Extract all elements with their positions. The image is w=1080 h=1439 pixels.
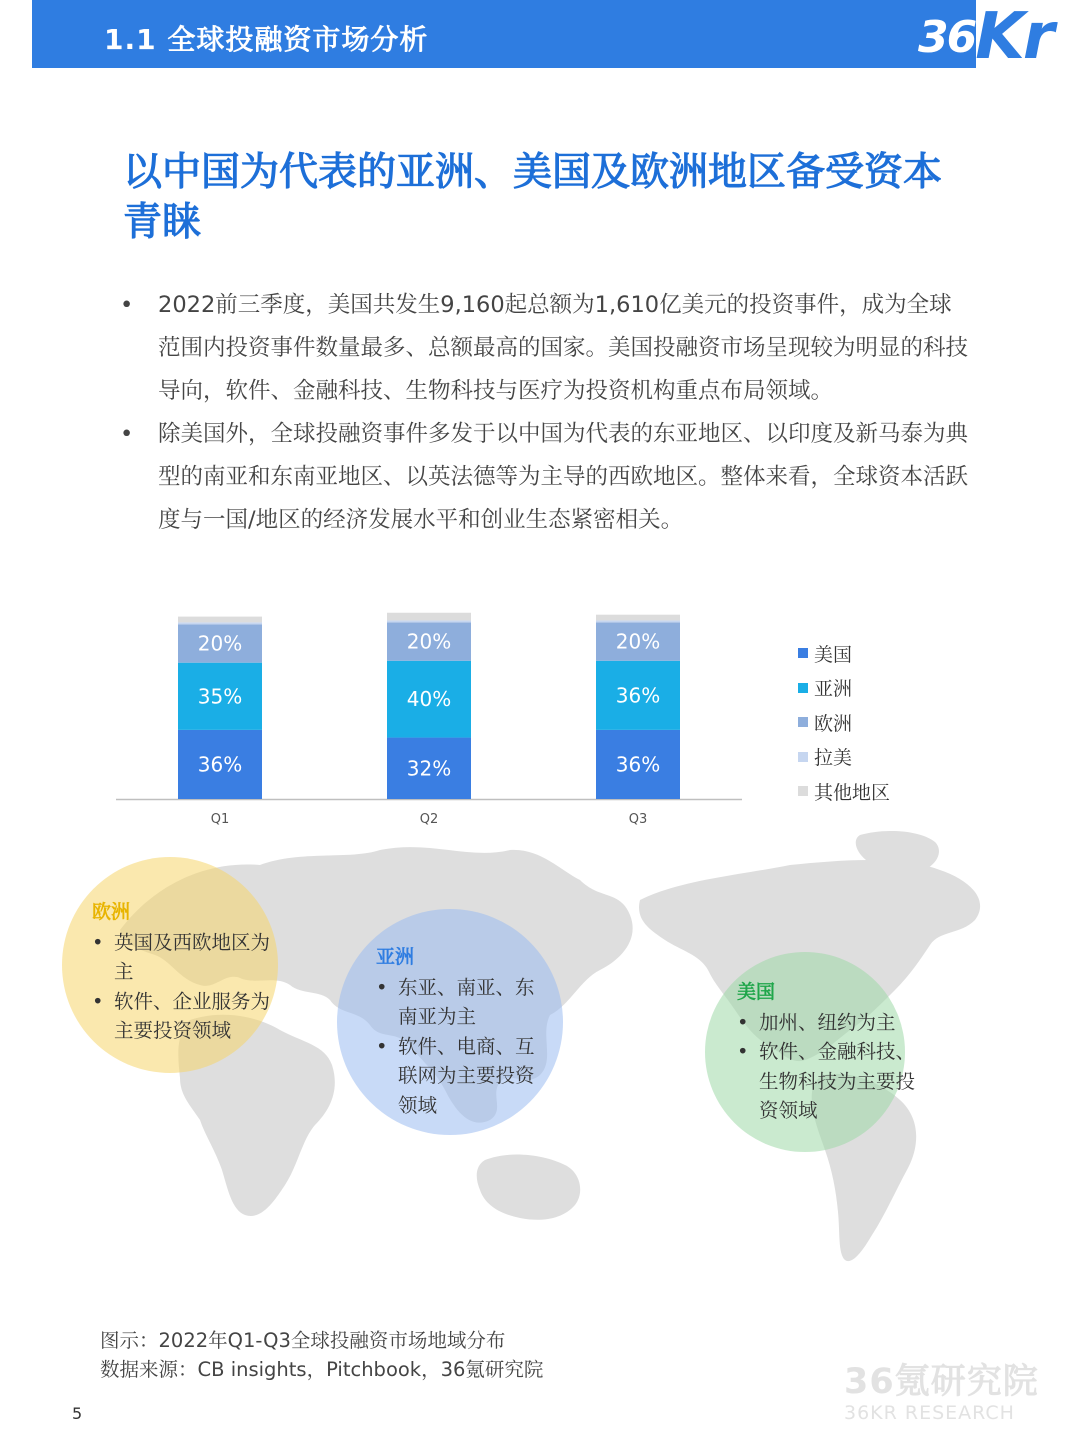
data-label: 40% [406,687,452,712]
legend-swatch [798,648,808,658]
australia-landmass [477,1155,580,1220]
asia-item-2 [376,1032,546,1121]
legend-item-europe [798,705,890,740]
bar-segment-q1-3 [178,622,262,624]
bar-segment-q2-3 [387,620,471,622]
usa-title: 美国 [737,981,776,1003]
figure-title: 图示：2022年Q1-Q3全球投融资市场地域分布 [100,1329,506,1352]
bar-segment-q2-4 [387,613,471,621]
usa-item-2 [737,1037,922,1126]
logo-number: 36 [918,12,976,63]
legend-item-latam [798,740,890,775]
europe-item-text: 英国及西欧地区为主 [114,930,271,983]
usa-item-text: 加州、纽约为主 [759,1010,896,1034]
legend-label: 其他地区 [814,781,891,804]
europe-item-text: 软件、企业服务为主要投资领域 [114,989,271,1042]
legend-label: 亚洲 [814,678,853,701]
data-label: 36% [197,752,243,777]
data-label: 20% [406,629,452,654]
legend-label: 拉美 [814,747,853,770]
bullet-dot: • [376,1034,388,1058]
figure-caption [100,1326,543,1384]
bar-segment-q1-4 [178,617,262,623]
legend-swatch [798,786,808,796]
data-label: 35% [197,684,243,709]
europe-title: 欧洲 [92,901,131,923]
bullet-dot: • [120,421,134,447]
watermark-cn: 36氪研究院 [844,1362,1039,1402]
data-label: 36% [615,683,661,708]
europe-item-1 [92,928,272,987]
chart-legend [798,636,890,809]
bullet-dot: • [737,1040,749,1063]
europe-item-2 [92,987,272,1046]
data-label: 20% [197,631,243,656]
page-headline: 以中国为代表的亚洲、美国及欧洲地区备受资本青睐 [123,150,943,245]
data-label: 32% [406,756,452,781]
legend-label: 美国 [814,643,853,666]
x-tick-label: Q3 [628,812,648,827]
data-label: 20% [615,629,661,654]
logo-letters: Kr [975,0,1053,74]
legend-swatch [798,752,808,762]
bullet-dot: • [120,292,134,318]
x-tick-label: Q2 [419,812,439,827]
data-label: 36% [615,752,661,777]
x-tick-label: Q1 [210,812,230,827]
bullet-text: 除美国外，全球投融资事件多发于以中国为代表的东亚地区、以印度及新马泰为典型的南亚和东南亚地区、以英法德等为主导的西欧地区。整体来看，全球资本活跃度与一国/地区的经济发展水平和创业生态紧密相关。 [158,421,969,533]
page-number: 5 [72,1404,83,1423]
legend-swatch [798,683,808,693]
europe-bubble-text [92,898,272,1046]
bullet-dot: • [737,1010,749,1034]
legend-swatch [798,717,808,727]
asia-item-text: 东亚、南亚、东南亚为主 [398,975,535,1028]
asia-bubble-text [376,943,546,1120]
asia-item-1 [376,973,546,1032]
asia-title: 亚洲 [376,946,415,968]
usa-item-text: 软件、金融科技、生物科技为主要投资领域 [759,1040,916,1122]
legend-item-asia [798,671,890,706]
data-source: 数据来源：CB insights，Pitchbook，36氪研究院 [100,1358,544,1381]
legend-label: 欧洲 [814,712,853,735]
usa-bubble-text [737,978,922,1126]
bullet-dot: • [376,975,388,999]
legend-item-other [798,774,890,809]
legend-item-usa [798,636,890,671]
usa-item-1 [737,1008,922,1038]
watermark [844,1354,1039,1424]
bullet-dot: • [92,989,104,1013]
asia-item-text: 软件、电商、互联网为主要投资领域 [398,1034,535,1117]
bar-segment-q3-4 [596,615,680,621]
section-title: 1.1 全球投融资市场分析 [104,23,429,56]
bullet-text: 2022前三季度，美国共发生9,160起总额为1,610亿美元的投资事件，成为全球范围内投资事件数量最多、总额最高的国家。美国投融资市场呈现较为明显的科技导向，软件、金融科技、生物科技与医疗为投资机构重点布局领域。 [158,292,969,404]
bar-segment-q3-3 [596,620,680,622]
bullet-dot: • [92,930,104,954]
watermark-en: 36KR RESEARCH [844,1402,1015,1424]
